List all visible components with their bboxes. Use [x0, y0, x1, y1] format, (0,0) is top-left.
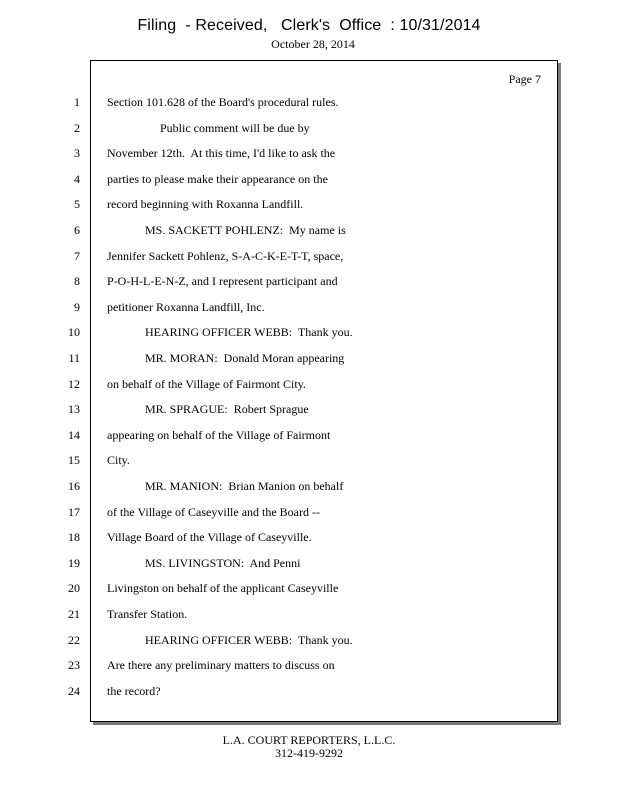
line-number: 11	[68, 351, 80, 365]
line-number: 15	[68, 453, 80, 467]
line-number: 5	[74, 197, 80, 211]
transcript-line-text: MR. MORAN: Donald Moran appearing	[145, 351, 345, 365]
line-number: 17	[68, 505, 80, 519]
line-number: 1	[74, 95, 80, 109]
line-number: 22	[68, 633, 80, 647]
transcript-line-text: Section 101.628 of the Board's procedural rules.	[107, 95, 339, 109]
transcript-line-text: Village Board of the Village of Caseyville.	[107, 530, 312, 544]
transcript-line-text: record beginning with Roxanna Landfill.	[107, 197, 304, 211]
page-number: Page 7	[508, 72, 541, 86]
line-number: 7	[74, 249, 80, 263]
transcript-line-text: the record?	[107, 684, 161, 698]
transcript-line-text: City.	[107, 453, 130, 467]
transcript-date: October 28, 2014	[271, 37, 355, 51]
line-number: 19	[68, 556, 80, 570]
line-number: 23	[68, 658, 80, 672]
line-number: 14	[68, 428, 80, 442]
line-number: 13	[68, 402, 80, 416]
transcript-line-text: on behalf of the Village of Fairmont City.	[107, 377, 306, 391]
transcript-line-text: MS. SACKETT POHLENZ: My name is	[145, 223, 346, 237]
line-number: 9	[74, 300, 80, 314]
filing-stamp: Filing - Received, Clerk's Office : 10/31/2014	[137, 17, 481, 34]
transcript-line-text: Are there any preliminary matters to discuss on	[107, 658, 335, 672]
line-number: 3	[74, 146, 80, 160]
transcript-line-text: parties to please make their appearance on the	[107, 172, 328, 186]
line-number: 12	[68, 377, 80, 391]
transcript-line-text: P-O-H-L-E-N-Z, and I represent participant and	[107, 274, 338, 288]
transcript-line-text: Public comment will be due by	[160, 121, 310, 135]
transcript-line-text: of the Village of Caseyville and the Board --	[107, 505, 320, 519]
transcript-line-text: Transfer Station.	[107, 607, 188, 621]
transcript-line-text: MR. SPRAGUE: Robert Sprague	[145, 402, 309, 416]
transcript-line-text: MS. LIVINGSTON: And Penni	[145, 556, 301, 570]
footer-company: L.A. COURT REPORTERS, L.L.C.	[222, 733, 396, 747]
transcript-line-text: Jennifer Sackett Pohlenz, S-A-C-K-E-T-T, space,	[107, 249, 344, 263]
footer-phone: 312-419-9292	[275, 746, 343, 760]
line-number: 6	[74, 223, 80, 237]
transcript-line-text: HEARING OFFICER WEBB: Thank you.	[145, 633, 353, 647]
transcript-line-text: November 12th. At this time, I'd like to ask the	[107, 146, 336, 160]
transcript-line-text: petitioner Roxanna Landfill, Inc.	[107, 300, 265, 314]
transcript-line-text: appearing on behalf of the Village of Fairmont	[107, 428, 331, 442]
transcript-line-text: HEARING OFFICER WEBB: Thank you.	[145, 325, 353, 339]
line-number: 2	[74, 121, 80, 135]
line-number: 10	[68, 325, 80, 339]
line-number: 24	[68, 684, 80, 698]
line-number: 8	[74, 274, 80, 288]
transcript-line-text: Livingston on behalf of the applicant Caseyville	[107, 581, 339, 595]
line-number: 16	[68, 479, 80, 493]
line-number: 20	[68, 581, 80, 595]
transcript-line-text: MR. MANION: Brian Manion on behalf	[145, 479, 344, 493]
line-number: 4	[74, 172, 80, 186]
line-number: 21	[68, 607, 80, 621]
line-number: 18	[68, 530, 80, 544]
